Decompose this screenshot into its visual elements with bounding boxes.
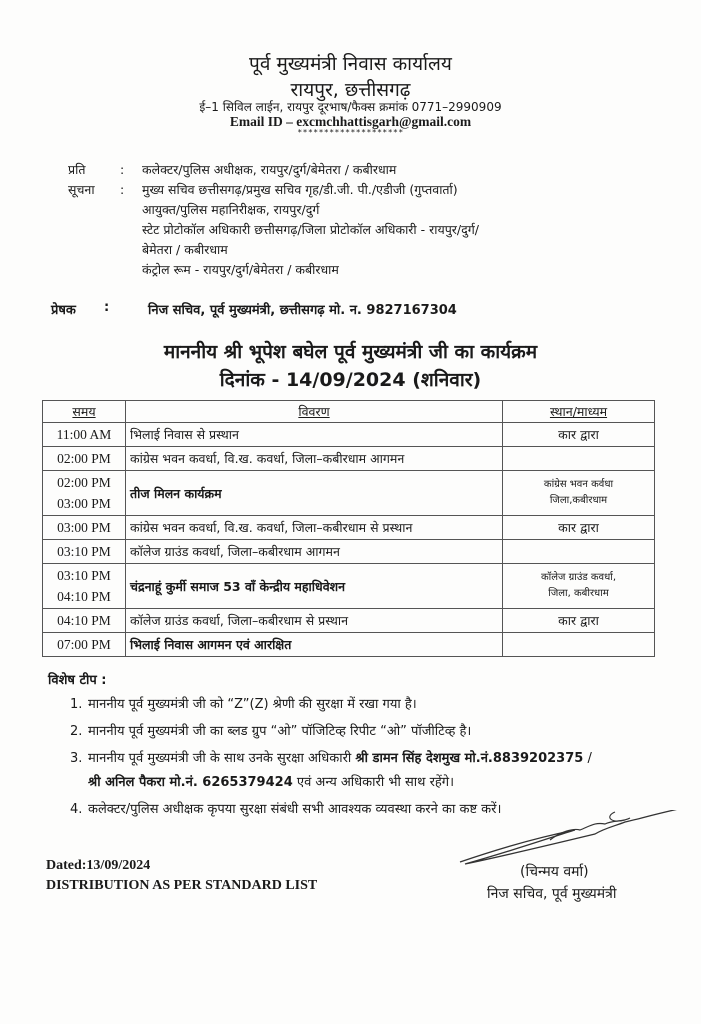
header-time: समय — [43, 401, 126, 423]
row-place-line: जिला,कबीरधाम — [549, 495, 608, 506]
row-place: कार द्वारा — [503, 423, 655, 447]
table-row — [43, 540, 655, 564]
schedule-table — [42, 400, 655, 657]
row-place-line: कांग्रेस भवन कर्वधा — [543, 479, 614, 490]
table-row — [43, 609, 655, 633]
recipient-to — [0, 160, 701, 180]
signature — [455, 810, 685, 870]
row-place — [503, 471, 655, 516]
recipient-to-label: प्रति — [68, 162, 86, 177]
recipient-info-list — [142, 180, 479, 280]
row-place — [503, 447, 655, 471]
security-officer-1: श्री डामन सिंह देशमुख मो.नं.8839202375 — [355, 751, 584, 766]
row-time: 02:00 PM — [43, 447, 126, 471]
note-item — [70, 799, 501, 817]
row-time: 03:00 PM — [43, 516, 126, 540]
sender-value: निज सचिव, पूर्व मुख्यमंत्री, छत्तीसगढ़ मो. न. 9827167304 — [148, 303, 457, 318]
note-number: 4. — [70, 802, 83, 817]
table-row — [43, 564, 655, 609]
colon: : — [120, 162, 125, 177]
header-description: विवरण — [126, 401, 503, 423]
row-time-start: 02:00 PM — [57, 475, 111, 490]
recipient-info-line: आयुक्त/पुलिस महानिरीक्षक, रायपुर/दुर्ग — [142, 202, 320, 217]
note-item — [70, 748, 592, 766]
table-header-row — [43, 401, 655, 423]
note-text: माननीय पूर्व मुख्यमंत्री जी को “Z”(Z) श्रेणी की सुरक्षा में रखा गया है। — [88, 697, 417, 712]
row-time: 04:10 PM — [43, 609, 126, 633]
row-place-line: कॉलेज ग्राउंड कवर्धा, — [540, 572, 617, 583]
table-row — [43, 516, 655, 540]
note-text: / — [583, 751, 592, 766]
row-description: कॉलेज ग्राउंड कवर्धा, जिला–कबीरधाम से प्रस्थान — [126, 609, 503, 633]
header-place: स्थान/माध्यम — [503, 401, 655, 423]
row-description: तीज मिलन कार्यक्रम — [126, 471, 503, 516]
note-number: 3. — [70, 751, 83, 766]
recipient-info-label: सूचना — [68, 182, 95, 197]
recipient-info-line: मुख्य सचिव छत्तीसगढ़/प्रमुख सचिव गृह/डी.जी. पी./एडीजी (गुप्तवार्ता) — [142, 182, 458, 197]
office-city: रायपुर, छत्तीसगढ़ — [290, 79, 411, 101]
row-description: भिलाई निवास आगमन एवं आरक्षित — [126, 633, 503, 657]
office-name: पूर्व मुख्यमंत्री निवास कार्यालय — [249, 53, 452, 75]
row-place — [503, 540, 655, 564]
colon: : — [120, 182, 125, 197]
office-email: Email ID – excmchhattisgarh@gmail.com — [229, 114, 472, 129]
note-text: कलेक्टर/पुलिस अधीक्षक कृपया सुरक्षा संबंधी सभी आवश्यक व्यवस्था करने का कष्ट करें। — [88, 802, 502, 817]
sender-label: प्रेषक — [51, 303, 76, 318]
recipient-info-line: स्टेट प्रोटोकॉल अधिकारी छत्तीसगढ़/जिला प्रोटोकॉल अधिकारी - रायपुर/दुर्ग/ — [142, 222, 480, 237]
row-time: 11:00 AM — [43, 423, 126, 447]
row-time-end: 03:00 PM — [57, 496, 111, 511]
row-description: कांग्रेस भवन कवर्धा, वि.ख. कवर्धा, जिला–कबीरधाम आगमन — [126, 447, 503, 471]
table-row — [43, 633, 655, 657]
office-address: ई–1 सिविल लाईन, रायपुर दूरभाष/फैक्स क्रमांक 0771–2990909 — [199, 100, 502, 114]
note-item — [70, 721, 471, 739]
note-text: माननीय पूर्व मुख्यमंत्री जी के साथ उनके सुरक्षा अधिकारी — [88, 751, 356, 766]
note-text: माननीय पूर्व मुख्यमंत्री जी का ब्लड ग्रुप “ओ” पॉजिटिव्ह रिपीट “ओ” पॉजीटिव्ह है। — [88, 724, 472, 739]
row-place — [503, 633, 655, 657]
signatory-name: (चिन्मय वर्मा) — [520, 864, 589, 880]
row-time — [43, 564, 126, 609]
row-time-start: 03:10 PM — [57, 568, 111, 583]
colon: : — [104, 300, 110, 315]
note-item — [70, 694, 417, 712]
row-time: 03:10 PM — [43, 540, 126, 564]
program-title: माननीय श्री भूपेश बघेल पूर्व मुख्यमंत्री जी का कार्यक्रम — [163, 341, 538, 363]
row-time — [43, 471, 126, 516]
row-description: कॉलेज ग्राउंड कवर्धा, जिला–कबीरधाम आगमन — [126, 540, 503, 564]
row-place: कार द्वारा — [503, 609, 655, 633]
row-description: भिलाई निवास से प्रस्थान — [126, 423, 503, 447]
dated: Dated:13/09/2024 — [46, 858, 151, 873]
special-notes-title: विशेष टीप : — [48, 673, 107, 688]
row-time: 07:00 PM — [43, 633, 126, 657]
row-place-line: जिला, कबीरधाम — [548, 588, 609, 599]
note-text: एवं अन्य अधिकारी भी साथ रहेंगे। — [292, 775, 455, 790]
row-description: कांग्रेस भवन कवर्धा, वि.ख. कवर्धा, जिला–कबीरधाम से प्रस्थान — [126, 516, 503, 540]
note-number: 1. — [70, 697, 83, 712]
distribution-note: DISTRIBUTION AS PER STANDARD LIST — [46, 878, 318, 893]
table-row — [43, 423, 655, 447]
recipient-to-value: कलेक्टर/पुलिस अधीक्षक, रायपुर/दुर्ग/बेमेतरा / कबीरधाम — [142, 162, 397, 177]
row-place — [503, 564, 655, 609]
signatory-designation: निज सचिव, पूर्व मुख्यमंत्री — [487, 886, 617, 902]
row-description: चंद्रनाहूं कुर्मी समाज 53 वाँ केन्द्रीय महाधिवेशन — [126, 564, 503, 609]
row-place: कार द्वारा — [503, 516, 655, 540]
recipient-info-line: बेमेतरा / कबीरधाम — [142, 242, 228, 257]
separator-stars: ******************** — [297, 128, 404, 137]
table-row — [43, 471, 655, 516]
note-number: 2. — [70, 724, 83, 739]
note-item-continued — [88, 772, 454, 790]
program-date: दिनांक - 14/09/2024 (शनिवार) — [219, 369, 482, 391]
recipient-info-line: कंट्रोल रूम - रायपुर/दुर्ग/बेमेतरा / कबीरधाम — [142, 262, 339, 277]
table-row — [43, 447, 655, 471]
recipient-info — [0, 180, 701, 290]
sender — [0, 300, 701, 320]
security-officer-2: श्री अनिल पैकरा मो.नं. 6265379424 — [88, 775, 293, 790]
row-time-end: 04:10 PM — [57, 589, 111, 604]
